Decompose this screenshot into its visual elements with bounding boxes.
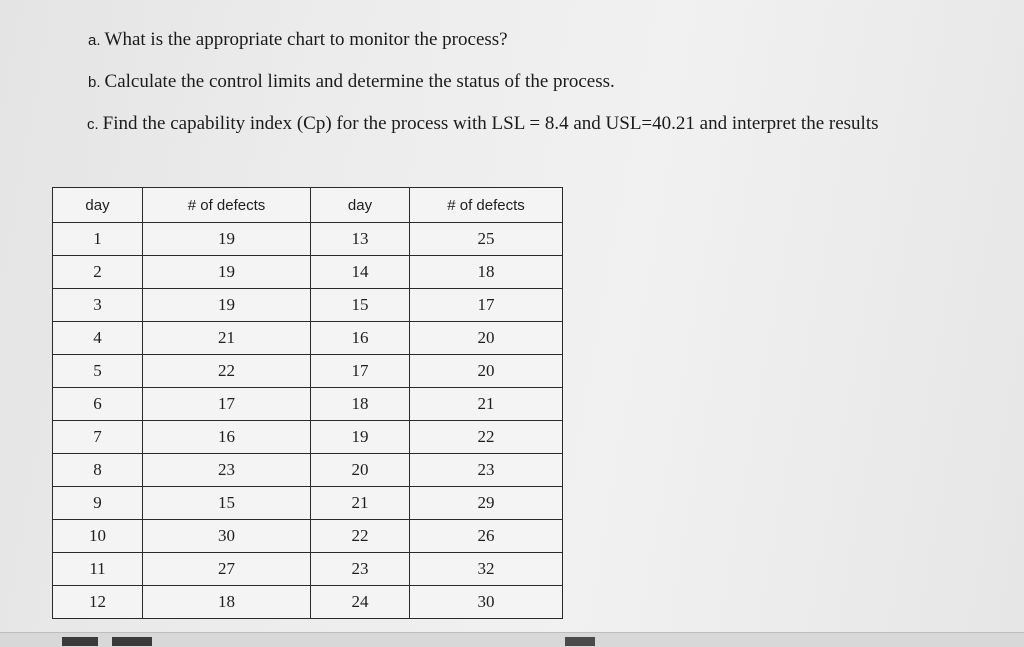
table-cell: 1 <box>53 223 143 256</box>
table-row <box>53 553 563 586</box>
table-row <box>53 388 563 421</box>
table-cell: 17 <box>143 388 311 421</box>
table-cell: 10 <box>53 520 143 553</box>
table-cell: 15 <box>143 487 311 520</box>
question-a-letter: a. <box>88 32 101 49</box>
question-b-text: Calculate the control limits and determine the status of the process. <box>104 71 615 92</box>
table-cell: 25 <box>410 223 563 256</box>
table-cell: 22 <box>410 421 563 454</box>
table-cell: 21 <box>143 322 311 355</box>
table-row <box>53 454 563 487</box>
table-row <box>53 223 563 256</box>
table-cell: 5 <box>53 355 143 388</box>
table-row <box>53 421 563 454</box>
toolbar-fragment <box>112 637 152 646</box>
table-cell: 7 <box>53 421 143 454</box>
table-cell: 6 <box>53 388 143 421</box>
table-cell: 29 <box>410 487 563 520</box>
table-cell: 16 <box>311 322 410 355</box>
table-cell: 19 <box>311 421 410 454</box>
table-cell: 22 <box>143 355 311 388</box>
table-cell: 15 <box>311 289 410 322</box>
table-row <box>53 256 563 289</box>
table-cell: 30 <box>410 586 563 619</box>
table-cell: 8 <box>53 454 143 487</box>
header-defects-2: # of defects <box>410 188 563 223</box>
table-row <box>53 322 563 355</box>
table-cell: 23 <box>410 454 563 487</box>
toolbar-fragment <box>62 637 98 646</box>
table-cell: 11 <box>53 553 143 586</box>
table-cell: 17 <box>410 289 563 322</box>
table-cell: 19 <box>143 256 311 289</box>
table-cell: 27 <box>143 553 311 586</box>
table-cell: 13 <box>311 223 410 256</box>
table-cell: 20 <box>410 355 563 388</box>
table-cell: 12 <box>53 586 143 619</box>
question-a <box>88 29 508 52</box>
table-cell: 19 <box>143 223 311 256</box>
header-defects-1: # of defects <box>143 188 311 223</box>
question-a-text: What is the appropriate chart to monitor the process? <box>104 29 508 50</box>
table-header-row <box>53 188 563 223</box>
table-cell: 18 <box>143 586 311 619</box>
bottom-toolbar-strip <box>0 632 1024 647</box>
table-row <box>53 289 563 322</box>
table-cell: 21 <box>410 388 563 421</box>
table-cell: 24 <box>311 586 410 619</box>
table-cell: 32 <box>410 553 563 586</box>
table-cell: 14 <box>311 256 410 289</box>
table-cell: 23 <box>143 454 311 487</box>
table-cell: 18 <box>311 388 410 421</box>
defects-table <box>52 187 563 619</box>
question-c-text: Find the capability index (Cp) for the process with LSL = 8.4 and USL=40.21 and interpret the results <box>102 113 879 134</box>
table-cell: 16 <box>143 421 311 454</box>
header-day-1: day <box>53 188 143 223</box>
question-c-letter: c. <box>87 116 99 133</box>
table-cell: 20 <box>311 454 410 487</box>
toolbar-fragment <box>565 637 595 646</box>
table-row <box>53 487 563 520</box>
table-row <box>53 520 563 553</box>
table-cell: 17 <box>311 355 410 388</box>
table-cell: 9 <box>53 487 143 520</box>
table-cell: 26 <box>410 520 563 553</box>
table-row <box>53 355 563 388</box>
question-b <box>88 71 615 94</box>
table-cell: 30 <box>143 520 311 553</box>
question-b-letter: b. <box>88 74 101 91</box>
table-cell: 18 <box>410 256 563 289</box>
table-cell: 2 <box>53 256 143 289</box>
table-cell: 4 <box>53 322 143 355</box>
question-c <box>87 113 879 136</box>
table-cell: 23 <box>311 553 410 586</box>
table-cell: 19 <box>143 289 311 322</box>
header-day-2: day <box>311 188 410 223</box>
table-cell: 3 <box>53 289 143 322</box>
table-cell: 22 <box>311 520 410 553</box>
table-cell: 21 <box>311 487 410 520</box>
table-row <box>53 586 563 619</box>
table-cell: 20 <box>410 322 563 355</box>
